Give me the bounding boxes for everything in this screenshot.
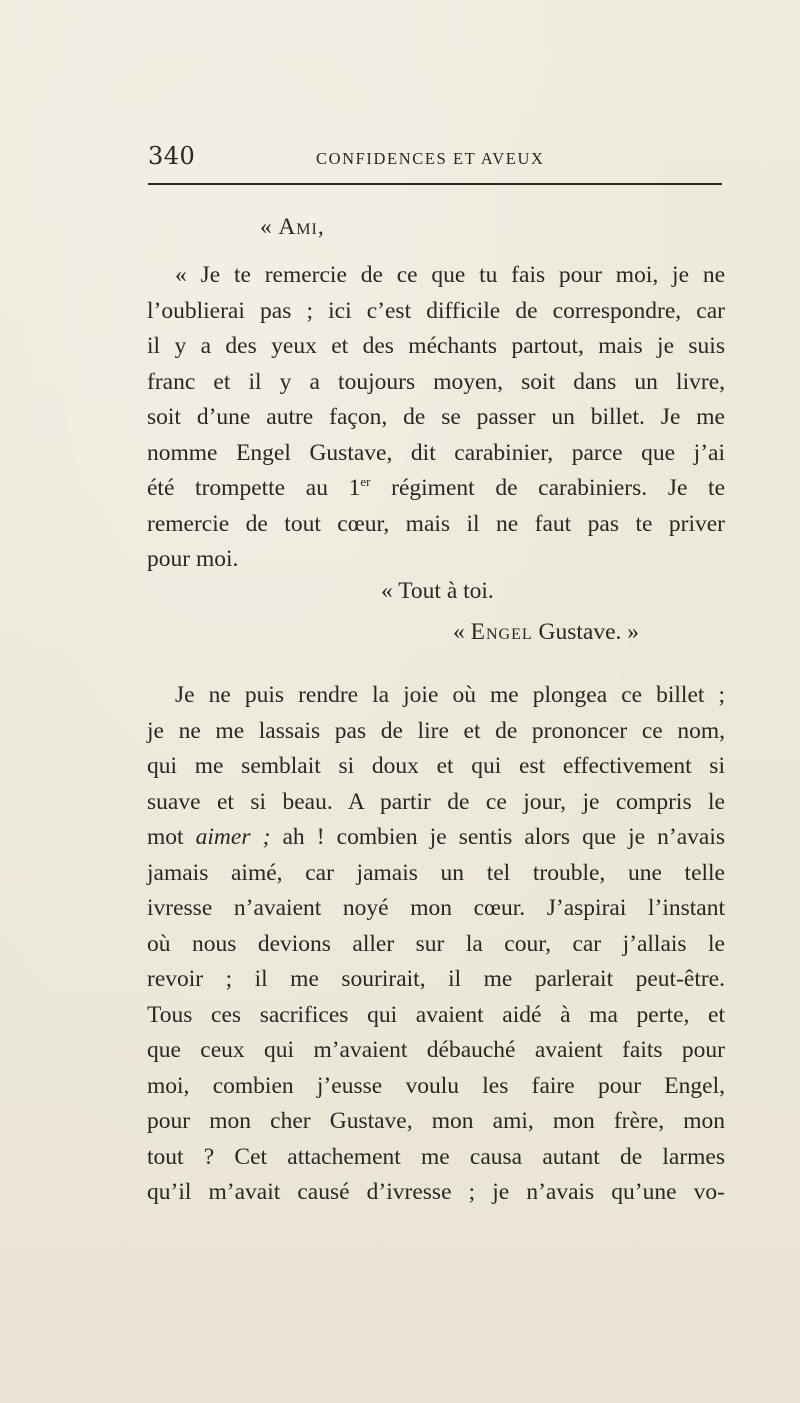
narrative-line: moi, combien j’eusse voulu les faire pour Engel, bbox=[147, 1072, 725, 1099]
header-rule bbox=[148, 183, 722, 185]
narrative-line: qu’il m’avait causé d’ivresse ; je n’avais qu’une vo- bbox=[147, 1179, 725, 1205]
narrative-line: je ne me lassais pas de lire et de prononcer ce nom, bbox=[147, 717, 725, 744]
italic-word: aimer ; bbox=[195, 824, 271, 850]
signature-first-name: Engel bbox=[470, 619, 533, 645]
letter-line: remercie de tout cœur, mais il ne faut pas te priver bbox=[147, 510, 725, 537]
running-title: CONFIDENCES ET AVEUX bbox=[316, 149, 545, 168]
narrative-line: où nous devions aller sur la cour, car j’allais le bbox=[147, 930, 725, 957]
narrative-line: Je ne puis rendre la joie où me plongea ce billet ; bbox=[175, 682, 725, 708]
letter-line: pour moi. bbox=[147, 546, 239, 572]
letter-body bbox=[147, 258, 725, 578]
letter-line: « Je te remercie de ce que tu fais pour moi, je ne bbox=[175, 262, 725, 288]
letter-line: l’oublierai pas ; ici c’est difficile de correspondre, car bbox=[147, 297, 725, 324]
narrative-body bbox=[147, 678, 725, 1211]
narrative-line: que ceux qui m’avaient débauché avaient faits pour bbox=[147, 1037, 725, 1063]
running-head bbox=[148, 140, 722, 180]
letter-line-part: régiment de carabiniers. Je te bbox=[370, 475, 725, 501]
narrative-line: revoir ; il me sourirait, il me parlerait peut-être. bbox=[147, 966, 725, 992]
signature-open-quote: « bbox=[453, 619, 471, 645]
letter-signature bbox=[453, 619, 639, 646]
narrative-line: Tous ces sacrifices qui avaient aidé à ma perte, et bbox=[147, 1001, 725, 1028]
page-number: 340 bbox=[148, 142, 196, 170]
narrative-line bbox=[147, 820, 725, 856]
salutation-text: « Ami, bbox=[260, 214, 325, 240]
letter-line: il y a des yeux et des méchants partout, mais je suis bbox=[147, 333, 725, 359]
signature-last-name: Gustave. » bbox=[532, 619, 640, 645]
ordinal-superscript: er bbox=[360, 474, 371, 490]
letter-line: franc et il y a toujours moyen, soit dans un livre, bbox=[147, 368, 725, 395]
letter-line: nomme Engel Gustave, dit carabinier, parce que j’ai bbox=[147, 439, 725, 466]
letter-line bbox=[147, 471, 725, 507]
narrative-line: ivresse n’avaient noyé mon cœur. J’aspirai l’instant bbox=[147, 895, 725, 921]
letter-salutation bbox=[260, 214, 325, 241]
letter-line: soit d’une autre façon, de se passer un billet. Je me bbox=[147, 404, 725, 430]
narrative-line: qui me semblait si doux et qui est effectivement si bbox=[147, 753, 725, 779]
narrative-line: jamais aimé, car jamais un tel trouble, une telle bbox=[147, 859, 725, 886]
letter-closing: « Tout à toi. bbox=[381, 578, 494, 604]
narrative-line: suave et si beau. A partir de ce jour, je compris le bbox=[147, 788, 725, 815]
narrative-line-part: mot bbox=[147, 824, 196, 850]
letter-line-part: été trompette au 1 bbox=[147, 475, 361, 501]
narrative-line: tout ? Cet attachement me causa autant de larmes bbox=[147, 1143, 725, 1170]
narrative-line-part: ah ! combien je sentis alors que je n’avais bbox=[270, 824, 726, 850]
narrative-line: pour mon cher Gustave, mon ami, mon frère, mon bbox=[147, 1108, 725, 1134]
